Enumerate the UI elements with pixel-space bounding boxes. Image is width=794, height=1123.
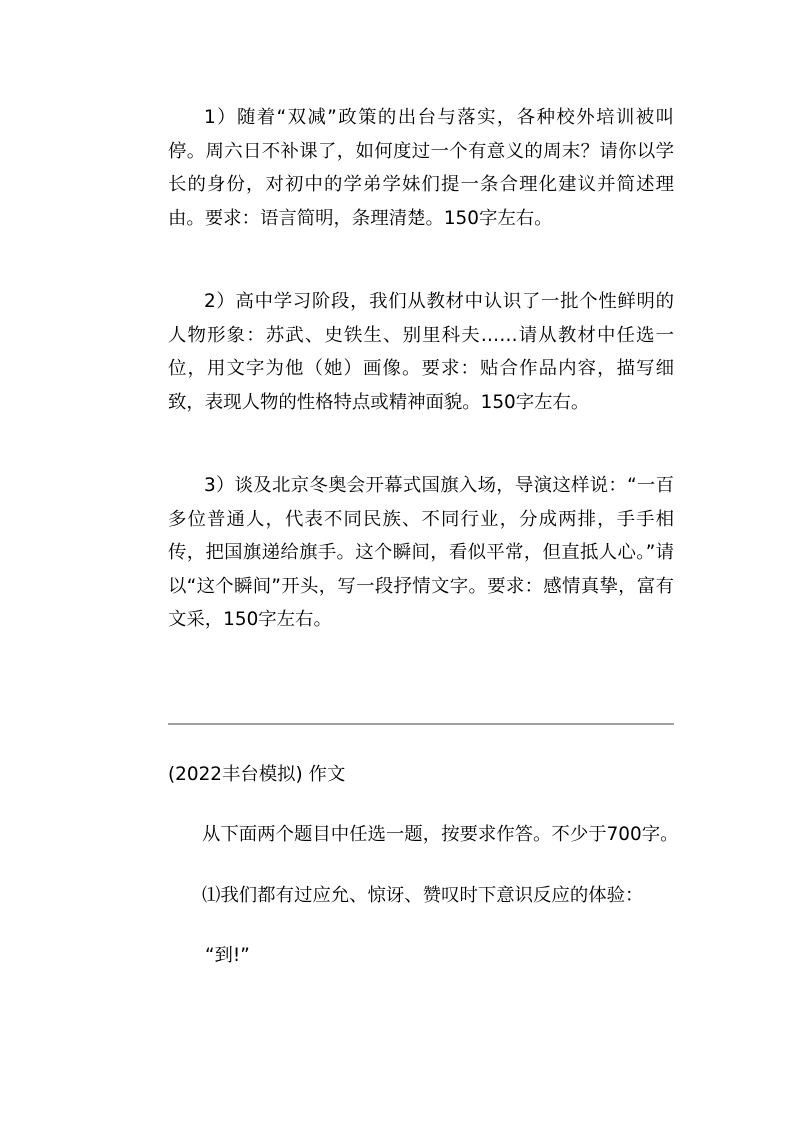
essay-heading: (2022丰台模拟) 作文 [168,764,346,785]
question-1-paragraph: 1）随着“双减”政策的出台与落实，各种校外培训被叫停。周六日不补课了，如何度过一个有意义的周末？请你以学长的身份，对初中的学弟学妹们提一条合理化建议并简述理由。要求：语言简明，条理清楚。150字左右。 [168,107,674,229]
essay-prompt-1: ⑴我们都有过应允、惊讶、赞叹时下意识反应的体验： [202,885,644,906]
section-divider [168,723,674,725]
question-3-paragraph: 3）谈及北京冬奥会开幕式国旗入场，导演这样说：“一百多位普通人，代表不同民族、不同行业，分成两排，手手相传，把国旗递给旗手。这个瞬间，看似平常，但直抵人心。”请以“这个瞬间”开头，写一段抒情文字。要求：感情真挚，富有文采，150字左右。 [168,475,674,630]
essay-instruction: 从下面两个题目中任选一题，按要求作答。不少于700字。 [202,824,679,845]
essay-prompt-quote: “到!” [205,945,250,966]
question-2-paragraph: 2）高中学习阶段，我们从教材中认识了一批个性鲜明的人物形象：苏武、史铁生、别里科夫……请从教材中任选一位，用文字为他（她）画像。要求：贴合作品内容，描写细致，表现人物的性格特点或精神面貌。150字左右。 [168,291,674,413]
